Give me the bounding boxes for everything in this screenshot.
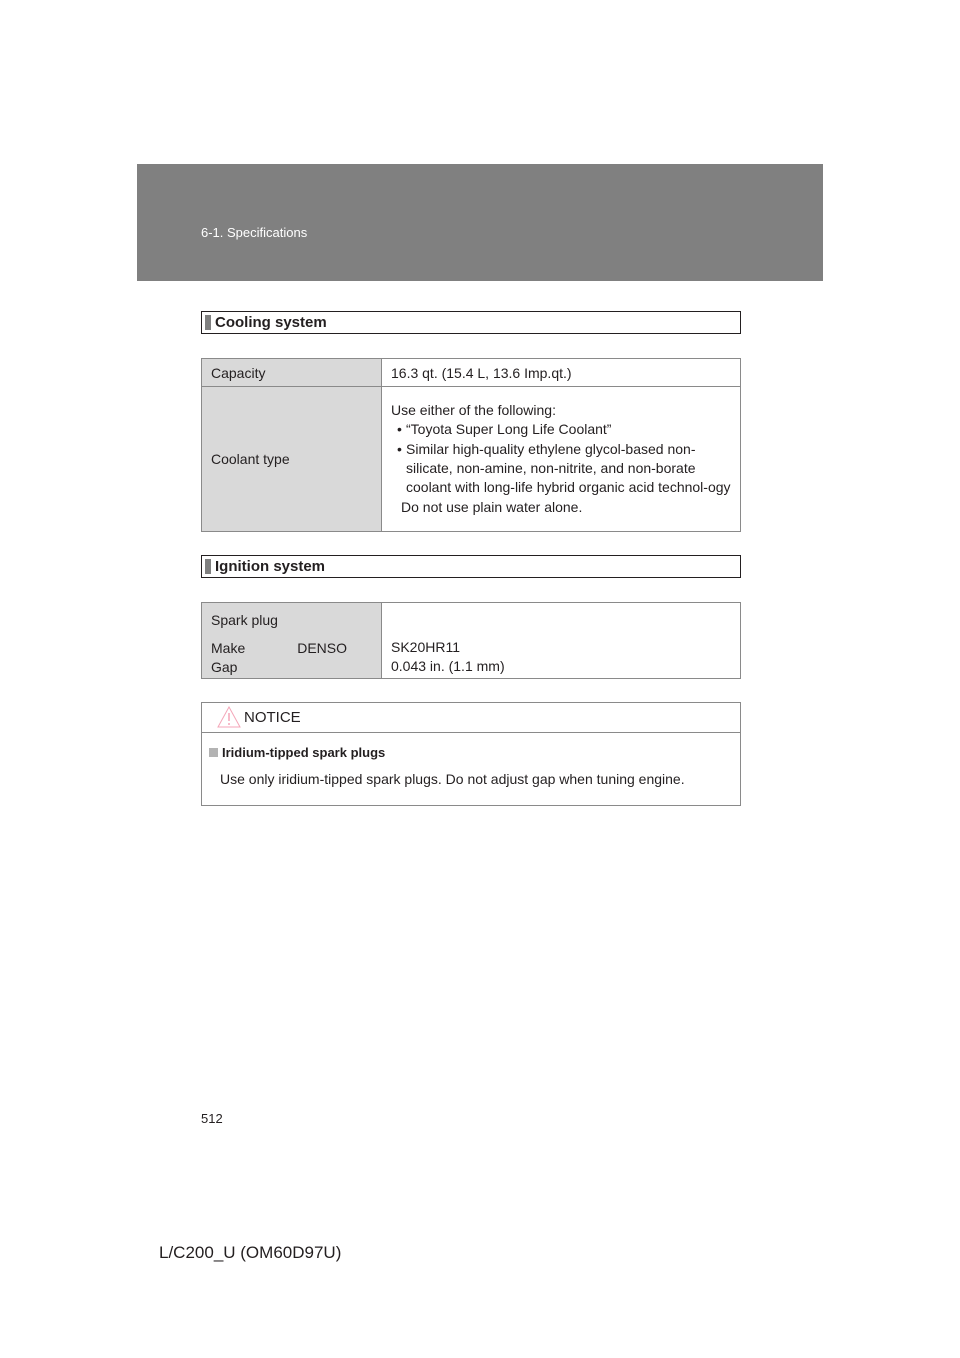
- ignition-system-title: Ignition system: [215, 558, 326, 575]
- cooling-system-heading: [201, 311, 741, 334]
- cooling-system-table: [201, 358, 741, 532]
- ignition-system-table: [201, 602, 741, 679]
- make-value: SK20HR11: [391, 638, 461, 655]
- coolant-intro: Use either of the following:: [391, 401, 556, 418]
- spark-plug-label-cell: [202, 603, 382, 679]
- notice-box: [201, 702, 741, 806]
- list-item: [391, 440, 740, 498]
- notice-title-text: Iridium-tipped spark plugs: [222, 745, 386, 760]
- table-row: [202, 603, 741, 679]
- notice-label: NOTICE: [244, 709, 301, 726]
- make-label: Make: [211, 639, 246, 656]
- make-row: [211, 639, 381, 658]
- coolant-type-value: [382, 387, 741, 532]
- square-bullet-icon: [209, 748, 218, 757]
- notice-title: [209, 745, 385, 760]
- make-brand: DENSO: [297, 639, 347, 656]
- ignition-system-heading: [201, 555, 741, 578]
- coolant-option: “Toyota Super Long Life Coolant”: [406, 421, 612, 438]
- gap-label: Gap: [211, 658, 238, 675]
- coolant-option: Similar high-quality ethylene glycol-based non-silicate, non-amine, non-nitrite, and non-borate coolant with long-life hybrid organic acid technol-ogy: [406, 440, 731, 496]
- table-row: [202, 387, 741, 532]
- heading-marker: [205, 315, 211, 330]
- page-number: 512: [201, 1111, 223, 1126]
- header-band: [137, 164, 823, 281]
- gap-value: 0.043 in. (1.1 mm): [391, 657, 505, 674]
- capacity-label: Capacity: [202, 359, 382, 387]
- bullet: •: [397, 421, 402, 438]
- bullet: •: [397, 440, 402, 457]
- heading-marker: [205, 559, 211, 574]
- cooling-system-title: Cooling system: [215, 314, 327, 331]
- table-row: [202, 359, 741, 387]
- section-heading: 6-1. Specifications: [201, 225, 308, 240]
- notice-header: [202, 703, 740, 733]
- notice-body: Use only iridium-tipped spark plugs. Do not adjust gap when tuning engine.: [220, 771, 685, 787]
- footer-code: L/C200_U (OM60D97U): [159, 1243, 342, 1262]
- spark-plug-label: Spark plug: [211, 611, 278, 628]
- coolant-note: Do not use plain water alone.: [401, 498, 583, 515]
- spark-plug-value-cell: [382, 603, 741, 679]
- capacity-value: 16.3 qt. (15.4 L, 13.6 Imp.qt.): [382, 359, 741, 387]
- list-item: [391, 420, 740, 439]
- warning-triangle-icon: [217, 706, 241, 728]
- coolant-type-label: Coolant type: [202, 387, 382, 532]
